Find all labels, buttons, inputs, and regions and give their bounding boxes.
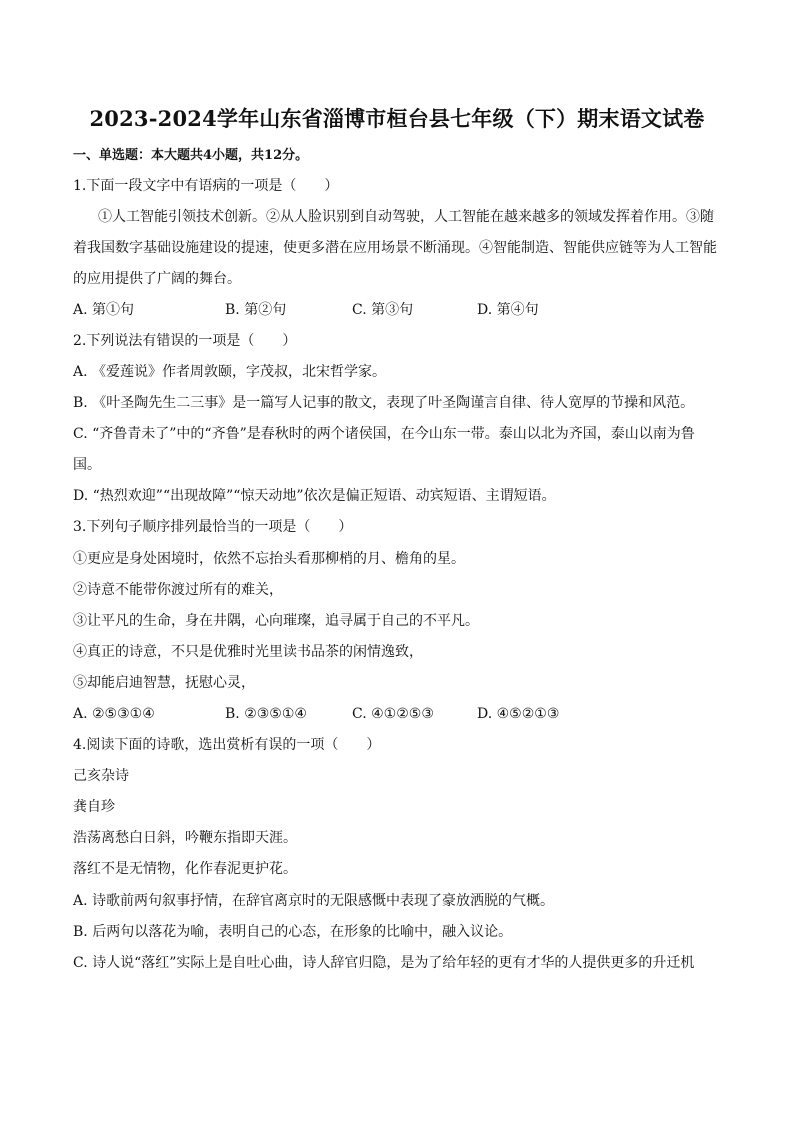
question-1-options	[73, 301, 723, 319]
poem-line: 浩荡离愁白日斜，吟鞭东指即天涯。	[73, 830, 297, 846]
sentence-2: ②诗意不能带你渡过所有的难关，	[73, 582, 283, 598]
question-1-passage-line: 的应用提供了广阔的舞台。	[73, 271, 241, 287]
option-a: A. 《爱莲说》作者周敦颐，字茂叔，北宋哲学家。	[73, 364, 387, 380]
poem-line: 落红不是无情物，化作春泥更护花。	[73, 861, 297, 877]
option-d: D. ④⑤②①③	[477, 706, 560, 722]
poem-author: 龚自珍	[73, 799, 115, 815]
question-3-stem: 3.下列句子顺序排列最恰当的一项是（ ）	[73, 519, 353, 535]
question-1-passage-line: ①人工智能引领技术创新。②从人脸识别到自动驾驶，人工智能在越来越多的领域发挥着作用。③随	[98, 209, 714, 225]
option-b: B. 第②句	[225, 302, 287, 318]
sentence-3: ③让平凡的生命，身在井隅，心向璀璨，追寻属于自己的不平凡。	[73, 613, 479, 629]
option-a: A. ②⑤③①④	[73, 706, 155, 722]
sentence-1: ①更应是身处困境时，依然不忘抬头看那柳梢的月、檐角的星。	[73, 551, 465, 567]
option-c: C. 第③句	[352, 302, 414, 318]
sentence-4: ④真正的诗意，不只是优雅时光里读书品茶的闲情逸致，	[73, 644, 423, 660]
option-c: C. “齐鲁青未了”中的“齐鲁”是春秋时的两个诸侯国，在今山东一带。泰山以北为齐国，泰山以南为鲁	[73, 426, 695, 442]
question-4-stem: 4.阅读下面的诗歌，选出赏析有误的一项（ ）	[73, 737, 381, 753]
option-d: D. 第④句	[477, 302, 539, 318]
page-title: 2023-2024学年山东省淄博市桓台县七年级（下）期末语文试卷	[89, 106, 705, 131]
poem-title: 己亥杂诗	[73, 768, 129, 784]
option-a: A. 诗歌前两句叙事抒情，在辞官离京时的无限感慨中表现了豪放洒脱的气概。	[73, 893, 555, 909]
sentence-5: ⑤却能启迪智慧，抚慰心灵，	[73, 675, 255, 691]
option-b: B. 《叶圣陶先生二三事》是一篇写人记事的散文，表现了叶圣陶谨言自律、待人宽厚的节操和风范。	[73, 395, 695, 411]
question-1-stem: 1.下面一段文字中有语病的一项是（ ）	[73, 178, 339, 194]
section-heading: 一、单选题：本大题共4小题，共12分。	[73, 148, 309, 163]
option-c: C. ④①②⑤③	[352, 706, 434, 722]
option-c-continued: 国。	[73, 457, 101, 473]
option-d: D. “热烈欢迎”“出现故障”“惊天动地”依次是偏正短语、动宾短语、主谓短语。	[73, 488, 556, 504]
option-b: B. ②③⑤①④	[225, 706, 307, 722]
question-2-stem: 2.下列说法有错误的一项是（ ）	[73, 333, 297, 349]
option-b: B. 后两句以落花为喻，表明自己的心态，在形象的比喻中，融入议论。	[73, 924, 513, 940]
option-a: A. 第①句	[73, 302, 135, 318]
question-3-options	[73, 705, 723, 723]
question-1-passage-line: 着我国数字基础设施建设的提速，使更多潜在应用场景不断涌现。④智能制造、智能供应链等为人工智能	[73, 240, 717, 256]
option-c: C. 诗人说“落红”实际上是自吐心曲，诗人辞官归隐，是为了给年轻的更有才华的人提供更多的升迁机	[73, 955, 695, 971]
